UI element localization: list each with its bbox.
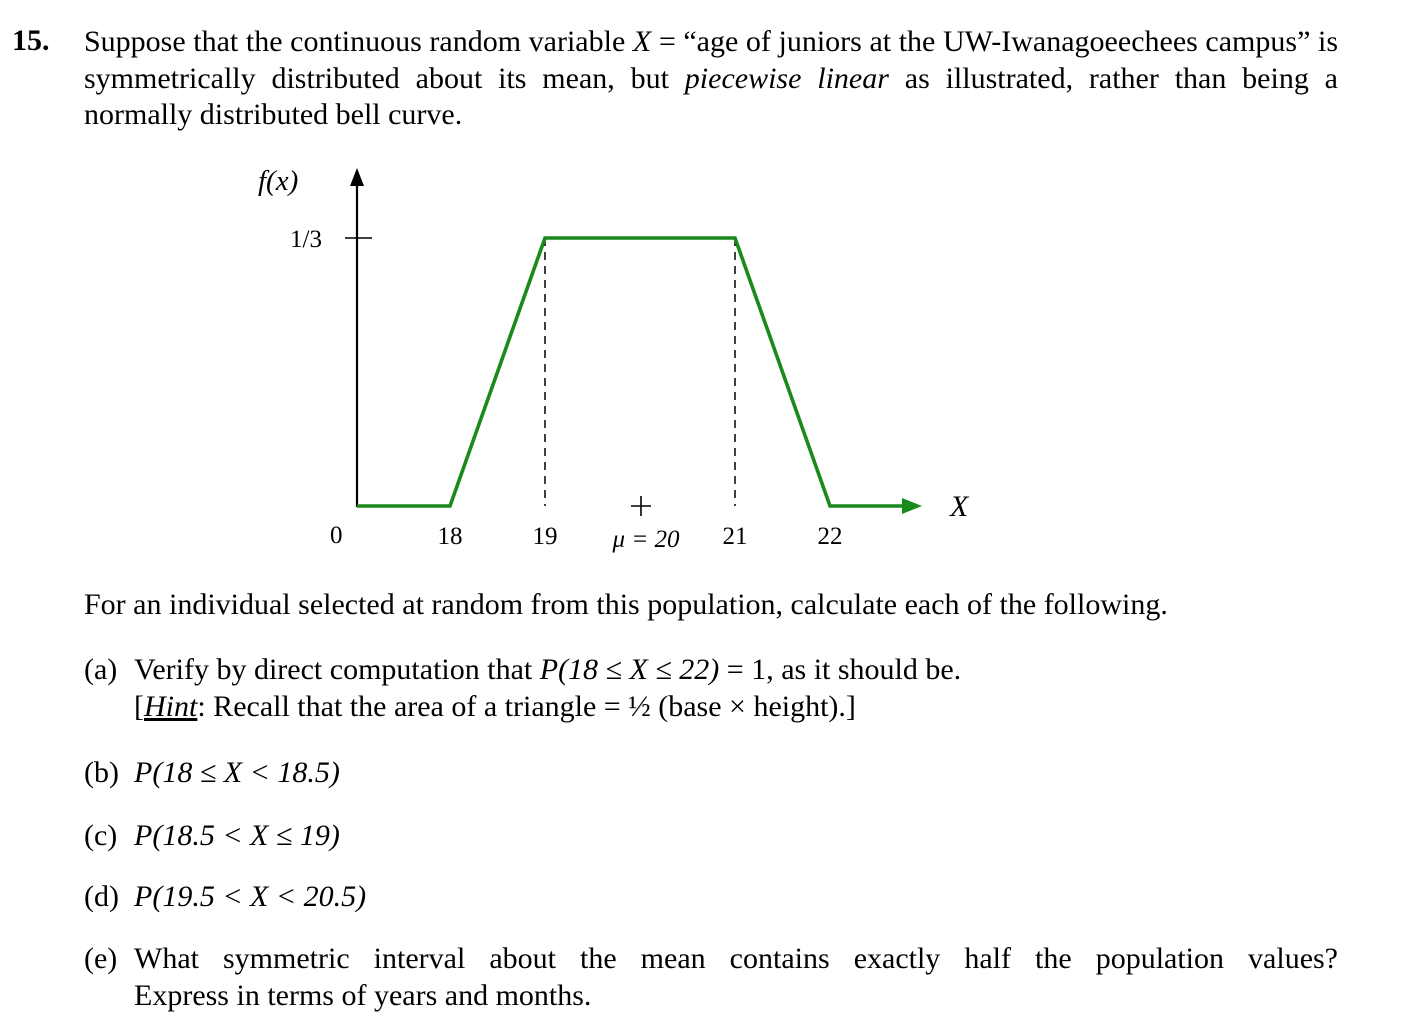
part-c-label: (c) — [84, 819, 118, 852]
part-b-label: (b) — [84, 756, 119, 789]
x-tick-label: 18 — [437, 523, 463, 550]
part-a-expr: P(18 ≤ X ≤ 22) — [539, 653, 720, 686]
intro-text-3: as illustrated, rather than being a normally distributed bell curve. — [84, 61, 1338, 131]
x-tick-labels — [438, 523, 843, 553]
part-d-expr: P(19.5 < X < 20.5) — [134, 880, 367, 913]
part-a-label: (a) — [84, 653, 118, 686]
x-tick-label: 22 — [817, 523, 843, 550]
hint-word: Hint — [144, 690, 198, 723]
intro-variable: X — [632, 25, 652, 58]
part-d — [84, 878, 366, 915]
x-axis-label: X — [950, 490, 969, 523]
y-axis-arrowhead — [350, 168, 364, 186]
intro-text-1: Suppose that the continuous random variable — [84, 25, 633, 58]
x-tick-label: 19 — [532, 523, 558, 550]
intro-text-2: = “age of juniors at the UW-Iwanagoeechees campus” is symmetrically distributed about its mean, but — [84, 25, 1338, 95]
part-b-expr: P(18 ≤ X < 18.5) — [134, 756, 340, 789]
x-tick-label: μ = 20 — [612, 526, 680, 553]
part-a-text: Verify by direct computation that — [134, 653, 540, 686]
part-e — [84, 940, 1338, 1014]
part-c — [84, 817, 340, 854]
origin-label: 0 — [330, 522, 343, 549]
density-curve — [357, 238, 908, 506]
y-axis-label: f(x) — [258, 165, 299, 197]
part-d-label: (d) — [84, 880, 119, 913]
lead-text: For an individual selected at random from this population, calculate each of the following. — [84, 588, 1168, 621]
part-a-hint — [84, 688, 961, 725]
part-a-text-after: = 1, as it should be. — [719, 653, 962, 686]
question-number: 15. — [12, 24, 50, 57]
x-tick-label: 21 — [722, 523, 748, 550]
x-axis-arrowhead — [902, 498, 922, 514]
part-a — [84, 651, 961, 725]
y-tick-label: 1/3 — [290, 226, 322, 253]
part-b — [84, 754, 340, 791]
hint-text: : Recall that the area of a triangle = ½ (base × height).] — [197, 690, 856, 723]
part-e-text-2: Express in terms of years and months. — [134, 979, 592, 1012]
part-c-expr: P(18.5 < X ≤ 19) — [134, 819, 340, 852]
part-e-label: (e) — [84, 942, 118, 975]
hint-bracket: [ — [134, 690, 144, 723]
intro-emphasis: piecewise linear — [684, 61, 889, 95]
part-e-text: What symmetric interval about the mean contains exactly half the population values? — [134, 942, 1338, 975]
